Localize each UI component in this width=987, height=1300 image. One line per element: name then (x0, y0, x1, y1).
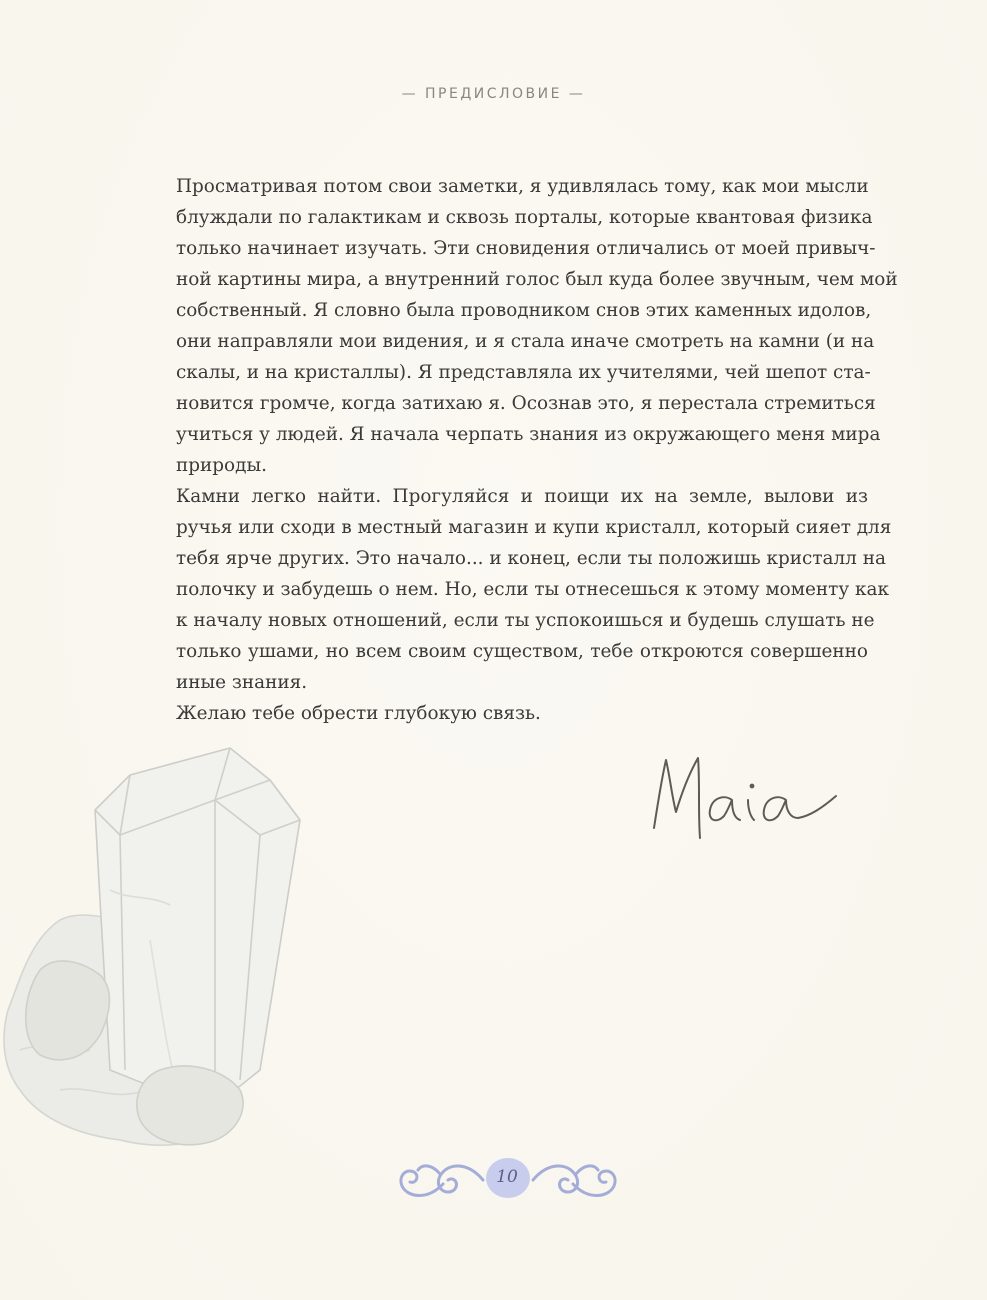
text-line: ной картины мира, а внутренний голос был куда более звучным, чем мой (176, 269, 898, 290)
text-line: иные знания. (176, 672, 308, 693)
text-line: скалы, и на кристаллы). Я представляла их учителями, чей шепот ста- (176, 362, 871, 383)
signature-maia (640, 742, 855, 852)
text-line: собственный. Я словно была проводником снов этих каменных идолов, (176, 300, 872, 321)
text-line: Желаю тебе обрести глубокую связь. (176, 703, 541, 724)
paragraph (176, 698, 868, 729)
paragraph (176, 481, 892, 698)
text-line: природы. (176, 455, 267, 476)
text-line: Камни легко найти. Прогуляйся и поищи их на земле, вылови из (176, 486, 868, 507)
crystal-illustration (0, 740, 320, 1160)
text-line: только начинает изучать. Эти сновидения отличались от моей привыч- (176, 238, 876, 259)
text-line: полочку и забудешь о нем. Но, если ты отнесешься к этому моменту как (176, 579, 889, 600)
text-line: учиться у людей. Я начала черпать знания из окружающего меня мира (176, 424, 881, 445)
text-line: тебя ярче других. Это начало... и конец, если ты положишь кристалл на (176, 548, 886, 569)
paragraph (176, 171, 898, 481)
text-line: блуждали по галактикам и сквозь порталы, которые квантовая физика (176, 207, 873, 228)
text-line: к началу новых отношений, если ты успокоишься и будешь слушать не (176, 610, 875, 631)
text-line: они направляли мои видения, и я стала иначе смотреть на камни (и на (176, 331, 875, 352)
text-line: ручья или сходи в местный магазин и купи кристалл, который сияет для (176, 517, 892, 538)
text-line: новится громче, когда затихаю я. Осознав это, я перестала стремиться (176, 393, 876, 414)
page-number: 10 (496, 1167, 518, 1187)
body-text (176, 171, 898, 729)
running-head: — ПРЕДИСЛОВИЕ — (401, 86, 586, 102)
text-line: только ушами, но всем своим существом, тебе откроются совершенно (176, 641, 868, 662)
text-line: Просматривая потом свои заметки, я удивлялась тому, как мои мысли (176, 176, 869, 197)
